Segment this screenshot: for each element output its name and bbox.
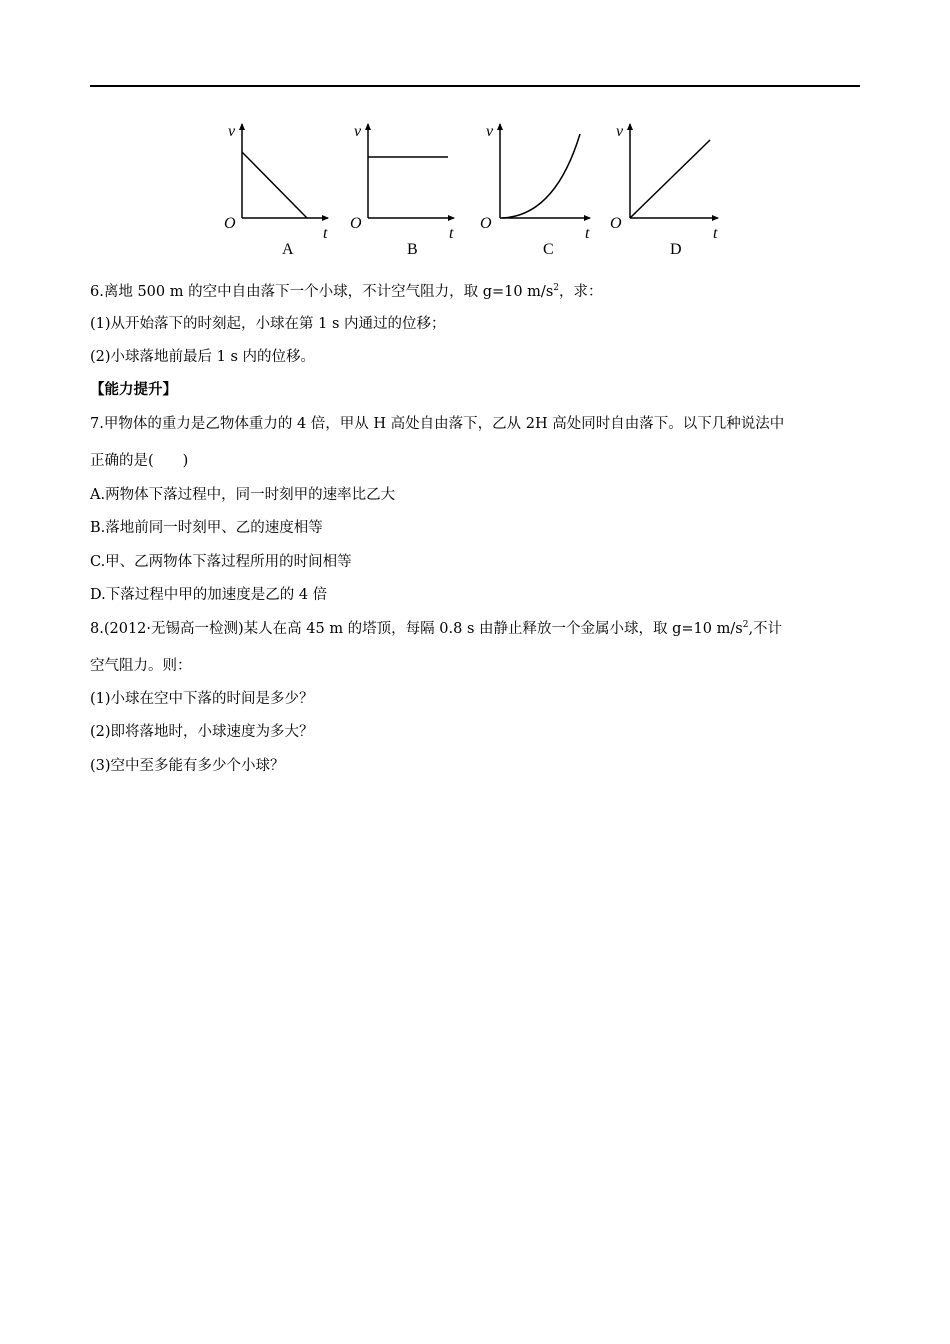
q8-stem-text: 8.(2012·无锡高一检测)某人在高 45 m 的塔顶，每隔 0.8 s 由静止释放一个金属小球，取 g=10 m/s	[90, 621, 743, 637]
graph-d-origin-label: O	[610, 215, 622, 232]
q7-stem-line1: 7.甲物体的重力是乙物体重力的 4 倍，甲从 H 高处自由落下，乙从 2H 高处同时自由落下。以下几种说法中	[90, 416, 785, 432]
graph-b-origin-label: O	[350, 215, 362, 232]
q8-sub2: (2)即将落地时，小球速度为多大？	[90, 724, 314, 740]
q8-sub3: (3)空中至多能有多少个小球？	[90, 758, 285, 774]
graph-d-caption: D	[670, 241, 682, 258]
graph-c-t-label: t	[585, 225, 590, 242]
q7-option-b: B.落地前同一时刻甲、乙的速度相等	[90, 520, 323, 536]
graph-a-v-label: v	[228, 123, 236, 140]
q7-stem-line2: 正确的是( )	[90, 453, 189, 469]
graph-c	[480, 123, 590, 258]
graph-d-v-label: v	[616, 123, 624, 140]
q7-option-d: D.下落过程中甲的加速度是乙的 4 倍	[90, 587, 328, 603]
q6-sub2: (2)小球落地前最后 1 s 内的位移。	[90, 349, 316, 365]
q6-stem-superscript: 2	[553, 283, 559, 293]
section-heading: 【能力提升】	[90, 382, 177, 398]
q8-stem-text-end: ,不计	[748, 621, 783, 637]
graph-a-origin-label: O	[224, 215, 236, 232]
q7-option-a: A.两物体下落过程中，同一时刻甲的速率比乙大	[90, 487, 396, 503]
graph-b-caption: B	[407, 241, 418, 258]
graph-a-caption: A	[282, 241, 294, 258]
graph-d-curve	[630, 140, 710, 218]
graph-c-origin-label: O	[480, 215, 492, 232]
vt-graphs-svg	[210, 118, 750, 268]
graph-a	[224, 123, 328, 258]
vt-graphs-figure	[210, 118, 750, 268]
q7-option-c: C.甲、乙两物体下落过程所用的时间相等	[90, 554, 352, 570]
header-rule	[90, 85, 860, 87]
graph-b	[350, 123, 454, 258]
q8-stem-line2: 空气阻力。则：	[90, 658, 192, 674]
q6-stem	[90, 282, 603, 302]
graph-b-t-label: t	[449, 225, 454, 242]
q8-sub1: (1)小球在空中下落的时间是多少？	[90, 691, 314, 707]
graph-d-t-label: t	[713, 225, 718, 242]
graph-a-t-label: t	[323, 225, 328, 242]
q8-stem-superscript: 2	[742, 620, 749, 630]
q6-sub1: (1)从开始落下的时刻起，小球在第 1 s 内通过的位移；	[90, 316, 446, 332]
graph-c-curve	[502, 134, 580, 218]
q6-stem-text-end: ，求：	[559, 284, 603, 300]
graph-c-v-label: v	[486, 123, 494, 140]
graph-c-caption: C	[543, 241, 554, 258]
graph-a-curve	[242, 152, 307, 218]
q6-stem-text: 6.离地 500 m 的空中自由落下一个小球，不计空气阻力，取 g=10 m/s	[90, 284, 554, 300]
q8-stem-line1	[90, 619, 782, 639]
graph-d	[610, 123, 718, 258]
graph-b-v-label: v	[354, 123, 362, 140]
